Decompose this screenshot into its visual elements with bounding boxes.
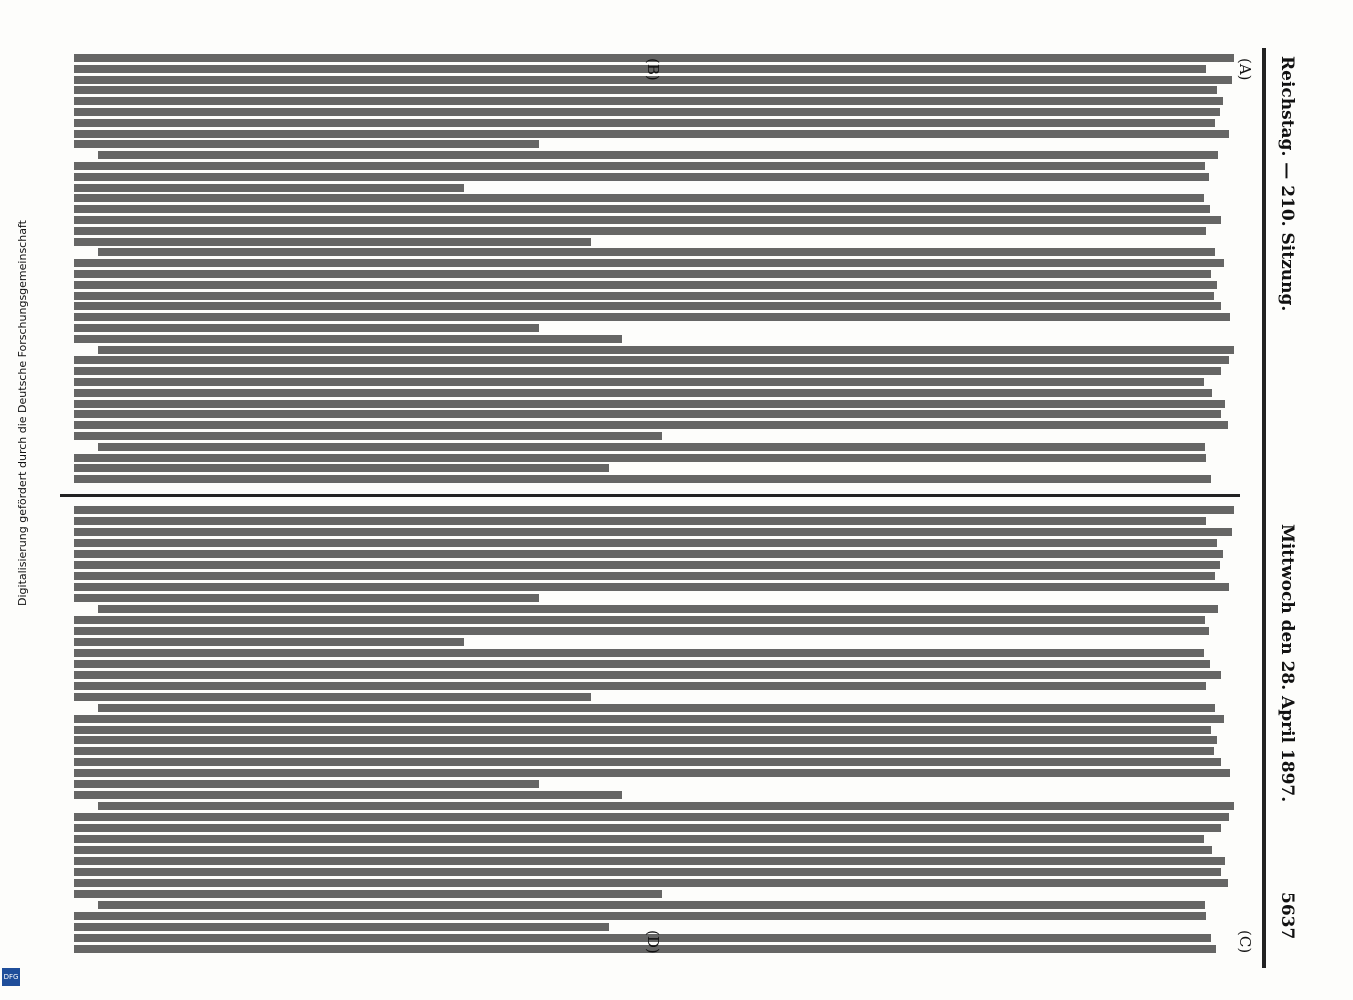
text-line [98, 151, 1218, 159]
text-column-right [74, 506, 1260, 956]
text-line [74, 389, 1212, 397]
text-line [98, 901, 1205, 909]
margin-marker-c: (C) [1236, 930, 1254, 954]
text-line [74, 130, 1229, 138]
text-column-left [74, 54, 1260, 486]
text-line [74, 758, 1221, 766]
text-line [74, 693, 591, 701]
text-line [74, 173, 1209, 181]
text-line [74, 97, 1223, 105]
text-line [98, 704, 1215, 712]
text-line [74, 923, 609, 931]
text-line [74, 162, 1205, 170]
page-number: 5637 [1277, 892, 1297, 940]
text-columns [74, 54, 1260, 960]
text-line [74, 506, 1234, 514]
text-line [74, 205, 1210, 213]
text-line [74, 528, 1232, 536]
text-line [74, 475, 1211, 483]
text-line [74, 270, 1211, 278]
text-line [74, 464, 609, 472]
text-line [98, 605, 1218, 613]
text-line [74, 194, 1204, 202]
header-rule [1262, 48, 1266, 968]
text-line [74, 660, 1210, 668]
text-line [74, 281, 1217, 289]
text-line [74, 454, 1206, 462]
text-line [74, 791, 622, 799]
text-line [74, 216, 1221, 224]
text-line [74, 119, 1215, 127]
text-line [74, 550, 1223, 558]
text-line [74, 813, 1229, 821]
text-line [74, 583, 1229, 591]
text-line [74, 292, 1214, 300]
running-header-right: Mittwoch den 28. April 1897. [1277, 524, 1297, 803]
margin-marker-d: (D) [644, 930, 662, 954]
text-line [74, 238, 591, 246]
text-line [74, 890, 662, 898]
text-line [74, 313, 1230, 321]
text-line [74, 726, 1211, 734]
text-line [98, 443, 1205, 451]
text-line [74, 421, 1228, 429]
text-line [74, 140, 539, 148]
text-line [74, 227, 1206, 235]
text-line [74, 86, 1217, 94]
text-line [74, 184, 464, 192]
dfg-logo: DFG [2, 968, 20, 986]
text-line [74, 857, 1225, 865]
text-line [74, 715, 1224, 723]
text-line [74, 934, 1211, 942]
text-line [74, 627, 1209, 635]
text-line [74, 572, 1215, 580]
text-line [74, 736, 1217, 744]
text-line [74, 868, 1221, 876]
text-line [98, 802, 1234, 810]
text-line [74, 747, 1214, 755]
text-line [74, 378, 1204, 386]
margin-marker-a: (A) [1236, 58, 1254, 81]
text-line [74, 324, 539, 332]
text-line [74, 539, 1217, 547]
text-line [74, 594, 539, 602]
text-line [74, 302, 1221, 310]
digitization-note: Digitalisierung gefördert durch die Deutsche Forschungsgemeinschaft [16, 220, 29, 606]
text-line [74, 835, 1204, 843]
text-line [74, 335, 622, 343]
text-line [74, 517, 1206, 525]
text-line [74, 671, 1221, 679]
running-header-left: Reichstag. — 210. Sitzung. [1277, 56, 1297, 312]
text-line [74, 649, 1204, 657]
text-line [74, 432, 662, 440]
text-line [74, 65, 1206, 73]
text-line [74, 259, 1224, 267]
text-line [74, 879, 1228, 887]
text-line [74, 561, 1220, 569]
text-line [98, 248, 1215, 256]
text-line [74, 367, 1221, 375]
text-line [74, 108, 1220, 116]
text-line [74, 356, 1229, 364]
text-line [74, 638, 464, 646]
text-line [98, 346, 1234, 354]
text-line [74, 400, 1225, 408]
text-line [74, 616, 1205, 624]
text-line [74, 682, 1206, 690]
text-line [74, 769, 1230, 777]
text-line [74, 846, 1212, 854]
margin-marker-b: (B) [644, 58, 662, 81]
text-line [74, 912, 1206, 920]
text-line [74, 780, 539, 788]
text-line [74, 824, 1221, 832]
text-line [74, 410, 1221, 418]
